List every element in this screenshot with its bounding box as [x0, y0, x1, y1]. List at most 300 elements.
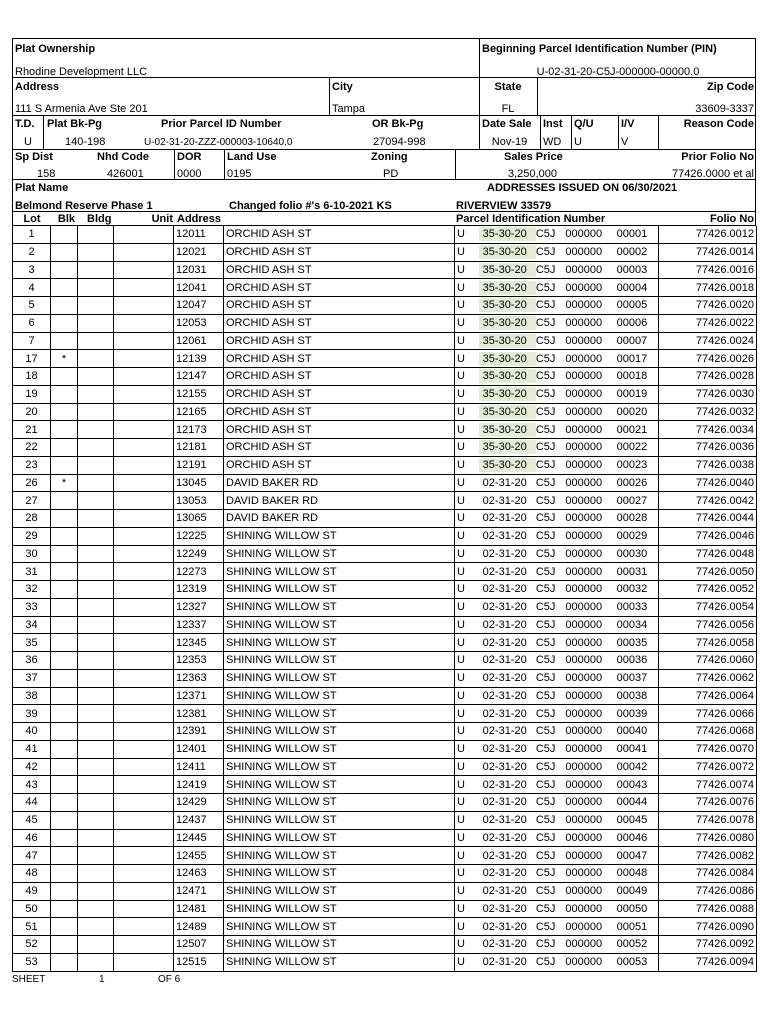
pin-section: 35-30-20	[479, 405, 536, 419]
col-unit-header: Unit	[151, 213, 173, 225]
city-label: City	[332, 81, 353, 93]
pin-subdivision: C5J	[535, 494, 556, 507]
building	[78, 776, 114, 794]
pin-type: U	[457, 867, 465, 880]
pin-subdivision: C5J	[535, 849, 556, 862]
pin-block: 000000	[565, 494, 603, 507]
table-row	[13, 936, 757, 954]
building	[78, 439, 114, 457]
block	[51, 332, 78, 350]
unit	[114, 545, 174, 563]
house-number: 12363	[174, 669, 224, 687]
unit	[114, 456, 174, 474]
block	[51, 882, 78, 900]
state-label: State	[494, 81, 522, 93]
unit	[114, 403, 174, 421]
unit	[114, 368, 174, 386]
pin-block: 000000	[565, 920, 603, 933]
pin-lot: 00002	[616, 246, 648, 259]
folio-number: 77426.0086	[659, 882, 757, 900]
block	[51, 953, 78, 971]
table-row	[13, 740, 757, 758]
building	[78, 545, 114, 563]
pin-section: 02-31-20	[482, 725, 527, 738]
pin-type: U	[457, 956, 465, 969]
folio-number: 77426.0050	[659, 563, 757, 581]
folio-number: 77426.0032	[659, 403, 757, 421]
dor-value: 0000	[177, 168, 202, 180]
parcel-id	[455, 439, 659, 457]
pin-section: 35-30-20	[479, 352, 536, 366]
rule	[537, 77, 538, 115]
parcel-id	[455, 794, 659, 812]
plat-name-value: Belmond Reserve Phase 1	[15, 200, 153, 212]
pin-subdivision: C5J	[535, 689, 556, 702]
pin-lot: 00033	[616, 601, 648, 614]
street-name: ORCHID ASH ST	[224, 368, 455, 386]
pin-section: 02-31-20	[482, 601, 527, 614]
street-name: SHINING WILLOW ST	[224, 811, 455, 829]
street-name: SHINING WILLOW ST	[224, 776, 455, 794]
street-name: DAVID BAKER RD	[224, 510, 455, 528]
lot-number: 29	[13, 527, 51, 545]
pin-section: 02-31-20	[482, 885, 527, 898]
pin-subdivision: C5J	[535, 831, 556, 844]
lot-number: 36	[13, 652, 51, 670]
house-number: 12061	[174, 332, 224, 350]
block	[51, 847, 78, 865]
block	[51, 314, 78, 332]
unit	[114, 350, 174, 368]
block	[51, 687, 78, 705]
house-number: 12437	[174, 811, 224, 829]
block	[51, 581, 78, 599]
pin-lot: 00039	[616, 707, 648, 720]
parcel-id	[455, 740, 659, 758]
parcel-id	[455, 456, 659, 474]
parcel-id	[455, 829, 659, 847]
house-number: 12041	[174, 279, 224, 297]
building	[78, 758, 114, 776]
iv-label: I/V	[621, 118, 635, 130]
prior-parcel-label: Prior Parcel ID Number	[161, 118, 282, 130]
table-row	[13, 492, 757, 510]
pin-block: 000000	[565, 618, 603, 631]
lot-number: 42	[13, 758, 51, 776]
pin-subdivision: C5J	[535, 299, 556, 312]
building	[78, 829, 114, 847]
building	[78, 261, 114, 279]
pin-type: U	[457, 512, 465, 525]
spdist-value: 158	[37, 168, 56, 180]
pin-type: U	[457, 547, 465, 560]
block	[51, 492, 78, 510]
house-number: 12047	[174, 297, 224, 315]
folio-number: 77426.0088	[659, 900, 757, 918]
lot-number: 22	[13, 439, 51, 457]
house-number: 12191	[174, 456, 224, 474]
street-name: SHINING WILLOW ST	[224, 723, 455, 741]
table-row	[13, 439, 757, 457]
pin-lot: 00034	[616, 618, 648, 631]
folio-number: 77426.0030	[659, 385, 757, 403]
pin-lot: 00020	[616, 405, 648, 418]
pin-section: 02-31-20	[482, 849, 527, 862]
pin-section: 02-31-20	[482, 583, 527, 596]
lot-number: 31	[13, 563, 51, 581]
pin-type: U	[457, 246, 465, 259]
lot-number: 33	[13, 598, 51, 616]
pin-section: 02-31-20	[482, 956, 527, 969]
block	[51, 527, 78, 545]
building	[78, 652, 114, 670]
house-number: 12139	[174, 350, 224, 368]
pin-type: U	[457, 760, 465, 773]
street-name: ORCHID ASH ST	[224, 403, 455, 421]
table-row	[13, 563, 757, 581]
pin-block: 000000	[565, 867, 603, 880]
folio-number: 77426.0058	[659, 634, 757, 652]
lot-number: 53	[13, 953, 51, 971]
sales-price-label: Sales Price	[504, 151, 563, 163]
pin-type: U	[457, 388, 465, 401]
house-number: 12429	[174, 794, 224, 812]
street-name: ORCHID ASH ST	[224, 350, 455, 368]
zoning-value: PD	[383, 168, 399, 180]
table-row	[13, 918, 757, 936]
pin-subdivision: C5J	[535, 902, 556, 915]
inst-label: Inst	[543, 118, 563, 130]
pin-section: 02-31-20	[482, 636, 527, 649]
house-number: 12345	[174, 634, 224, 652]
sheet-number: 1	[99, 974, 105, 985]
lot-number: 35	[13, 634, 51, 652]
parcel-id	[455, 598, 659, 616]
pin-lot: 00046	[616, 831, 648, 844]
pin-type: U	[457, 334, 465, 347]
house-number: 12419	[174, 776, 224, 794]
pin-block: 000000	[565, 512, 603, 525]
street-name: SHINING WILLOW ST	[224, 900, 455, 918]
pin-subdivision: C5J	[535, 583, 556, 596]
pin-subdivision: C5J	[535, 405, 556, 418]
unit	[114, 510, 174, 528]
street-name: ORCHID ASH ST	[224, 439, 455, 457]
table-row	[13, 847, 757, 865]
building	[78, 936, 114, 954]
building	[78, 616, 114, 634]
parcel-id	[455, 403, 659, 421]
house-number: 13065	[174, 510, 224, 528]
folio-number: 77426.0064	[659, 687, 757, 705]
nhd-code-label: Nhd Code	[97, 151, 149, 163]
pin-lot: 00037	[616, 672, 648, 685]
table-row	[13, 297, 757, 315]
pin-section: 35-30-20	[479, 245, 536, 259]
street-name: ORCHID ASH ST	[224, 297, 455, 315]
block	[51, 598, 78, 616]
folio-number: 77426.0026	[659, 350, 757, 368]
building	[78, 634, 114, 652]
parcel-id	[455, 634, 659, 652]
table-row	[13, 598, 757, 616]
or-bkpg-value: 27094-998	[373, 136, 426, 148]
pin-type: U	[457, 938, 465, 951]
pin-block: 000000	[565, 441, 603, 454]
pin-block: 000000	[565, 956, 603, 969]
unit	[114, 811, 174, 829]
pin-type: U	[457, 263, 465, 276]
street-name: SHINING WILLOW ST	[224, 669, 455, 687]
parcel-id	[455, 723, 659, 741]
pin-lot: 00019	[616, 388, 648, 401]
pin-section: 35-30-20	[479, 440, 536, 454]
pin-block: 000000	[565, 778, 603, 791]
owner-name: Rhodine Development LLC	[15, 66, 148, 78]
street-name: SHINING WILLOW ST	[224, 563, 455, 581]
folio-number: 77426.0078	[659, 811, 757, 829]
building	[78, 953, 114, 971]
pin-block: 000000	[565, 405, 603, 418]
zip-label: Zip Code	[706, 81, 754, 93]
street-name: SHINING WILLOW ST	[224, 545, 455, 563]
folio-number: 77426.0092	[659, 936, 757, 954]
street-name: SHINING WILLOW ST	[224, 527, 455, 545]
parcel-id	[455, 918, 659, 936]
table-row	[13, 669, 757, 687]
folio-number: 77426.0036	[659, 439, 757, 457]
zoning-label: Zoning	[371, 151, 408, 163]
pin-block: 000000	[565, 849, 603, 862]
parcel-id	[455, 385, 659, 403]
pin-section: 02-31-20	[482, 565, 527, 578]
table-row	[13, 794, 757, 812]
pin-block: 000000	[565, 246, 603, 259]
table-row	[13, 279, 757, 297]
pin-subdivision: C5J	[535, 441, 556, 454]
folio-number: 77426.0038	[659, 456, 757, 474]
unit	[114, 687, 174, 705]
pin-lot: 00043	[616, 778, 648, 791]
col-pin-header: Parcel Identification Number	[456, 213, 606, 225]
parcel-id	[455, 350, 659, 368]
pin-section: 02-31-20	[482, 938, 527, 951]
table-row	[13, 385, 757, 403]
lot-number: 37	[13, 669, 51, 687]
unit	[114, 261, 174, 279]
street-name: SHINING WILLOW ST	[224, 953, 455, 971]
parcel-id	[455, 758, 659, 776]
lot-number: 18	[13, 368, 51, 386]
folio-number: 77426.0054	[659, 598, 757, 616]
pin-type: U	[457, 902, 465, 915]
block	[51, 456, 78, 474]
parcel-id	[455, 581, 659, 599]
folio-number: 77426.0084	[659, 865, 757, 883]
pin-block: 000000	[565, 902, 603, 915]
pin-type: U	[457, 725, 465, 738]
rule	[174, 149, 175, 179]
pin-lot: 00042	[616, 760, 648, 773]
building	[78, 314, 114, 332]
pin-subdivision: C5J	[535, 565, 556, 578]
pin-subdivision: C5J	[535, 423, 556, 436]
pin-lot: 00021	[616, 423, 648, 436]
block	[51, 261, 78, 279]
table-row	[13, 510, 757, 528]
building	[78, 865, 114, 883]
table-row	[13, 368, 757, 386]
pin-subdivision: C5J	[535, 246, 556, 259]
parcel-id	[455, 811, 659, 829]
pin-block: 000000	[565, 388, 603, 401]
pin-section: 02-31-20	[482, 707, 527, 720]
plat-sheet	[12, 38, 756, 972]
parcel-id	[455, 492, 659, 510]
block	[51, 758, 78, 776]
pin-subdivision: C5J	[535, 228, 556, 241]
date-sale-value: Nov-19	[491, 136, 528, 148]
pin-lot: 00036	[616, 654, 648, 667]
pin-block: 000000	[565, 352, 603, 365]
pin-block: 000000	[565, 423, 603, 436]
house-number: 12031	[174, 261, 224, 279]
pin-subdivision: C5J	[535, 920, 556, 933]
table-row	[13, 226, 757, 243]
house-number: 12021	[174, 243, 224, 261]
table-row	[13, 900, 757, 918]
pin-subdivision: C5J	[535, 725, 556, 738]
lot-number: 20	[13, 403, 51, 421]
pin-type: U	[457, 459, 465, 472]
pin-block: 000000	[565, 281, 603, 294]
house-number: 12507	[174, 936, 224, 954]
parcel-id	[455, 953, 659, 971]
table-row	[13, 882, 757, 900]
lot-number: 1	[13, 226, 51, 243]
house-number: 12155	[174, 385, 224, 403]
unit	[114, 527, 174, 545]
land-use-value: 0195	[227, 168, 252, 180]
pin-section: 02-31-20	[482, 512, 527, 525]
rule	[13, 149, 755, 150]
pin-block: 000000	[565, 476, 603, 489]
pin-section: 02-31-20	[482, 654, 527, 667]
unit	[114, 936, 174, 954]
pin-block: 000000	[565, 796, 603, 809]
lot-number: 5	[13, 297, 51, 315]
house-number: 12515	[174, 953, 224, 971]
house-number: 12481	[174, 900, 224, 918]
building	[78, 794, 114, 812]
folio-number: 77426.0044	[659, 510, 757, 528]
table-row	[13, 776, 757, 794]
pin-block: 000000	[565, 530, 603, 543]
address-label: Address	[15, 81, 60, 93]
pin-lot: 00040	[616, 725, 648, 738]
pin-block: 000000	[565, 938, 603, 951]
folio-number: 77426.0066	[659, 705, 757, 723]
riverview: RIVERVIEW 33579	[456, 200, 552, 212]
plat-header	[12, 38, 756, 226]
pin-section: 02-31-20	[482, 672, 527, 685]
unit	[114, 794, 174, 812]
pin-section: 35-30-20	[479, 298, 536, 312]
table-row	[13, 705, 757, 723]
parcel-id	[455, 368, 659, 386]
unit	[114, 563, 174, 581]
pin-section: 02-31-20	[482, 831, 527, 844]
folio-number: 77426.0052	[659, 581, 757, 599]
pin-type: U	[457, 796, 465, 809]
pin-lot: 00041	[616, 743, 648, 756]
folio-number: 77426.0072	[659, 758, 757, 776]
house-number: 12011	[174, 226, 224, 243]
table-row	[13, 616, 757, 634]
plat-bkpg-label: Plat Bk-Pg	[47, 118, 103, 130]
pin-section: 35-30-20	[479, 458, 536, 472]
folio-number: 77426.0060	[659, 652, 757, 670]
pin-subdivision: C5J	[535, 938, 556, 951]
parcel-id	[455, 669, 659, 687]
folio-number: 77426.0090	[659, 918, 757, 936]
block	[51, 563, 78, 581]
unit	[114, 652, 174, 670]
pin-section: 02-31-20	[482, 760, 527, 773]
date-sale-label: Date Sale	[482, 118, 532, 130]
lot-number: 23	[13, 456, 51, 474]
block	[51, 865, 78, 883]
pin-block: 000000	[565, 831, 603, 844]
table-row	[13, 243, 757, 261]
block	[51, 811, 78, 829]
table-row	[13, 811, 757, 829]
pin-section: 35-30-20	[479, 227, 536, 241]
pin-block: 000000	[565, 636, 603, 649]
building	[78, 598, 114, 616]
pin-type: U	[457, 317, 465, 330]
house-number: 12455	[174, 847, 224, 865]
house-number: 12273	[174, 563, 224, 581]
folio-number: 77426.0024	[659, 332, 757, 350]
pin-block: 000000	[565, 317, 603, 330]
house-number: 12173	[174, 421, 224, 439]
folio-number: 77426.0020	[659, 297, 757, 315]
pin-subdivision: C5J	[535, 778, 556, 791]
building	[78, 918, 114, 936]
pin-type: U	[457, 352, 465, 365]
folio-number: 77426.0014	[659, 243, 757, 261]
pin-block: 000000	[565, 370, 603, 383]
rule	[540, 115, 541, 149]
pin-section: 02-31-20	[482, 689, 527, 702]
unit	[114, 616, 174, 634]
block	[51, 545, 78, 563]
plat-name-label: Plat Name	[15, 182, 69, 194]
building	[78, 474, 114, 492]
table-row	[13, 474, 757, 492]
building	[78, 723, 114, 741]
lot-number: 48	[13, 865, 51, 883]
pin-lot: 00028	[616, 512, 648, 525]
rule	[479, 39, 480, 149]
folio-number: 77426.0018	[659, 279, 757, 297]
iv-value: V	[621, 136, 629, 148]
block	[51, 403, 78, 421]
city-value: Tampa	[332, 103, 366, 115]
pin-section: 02-31-20	[482, 814, 527, 827]
pin-type: U	[457, 885, 465, 898]
